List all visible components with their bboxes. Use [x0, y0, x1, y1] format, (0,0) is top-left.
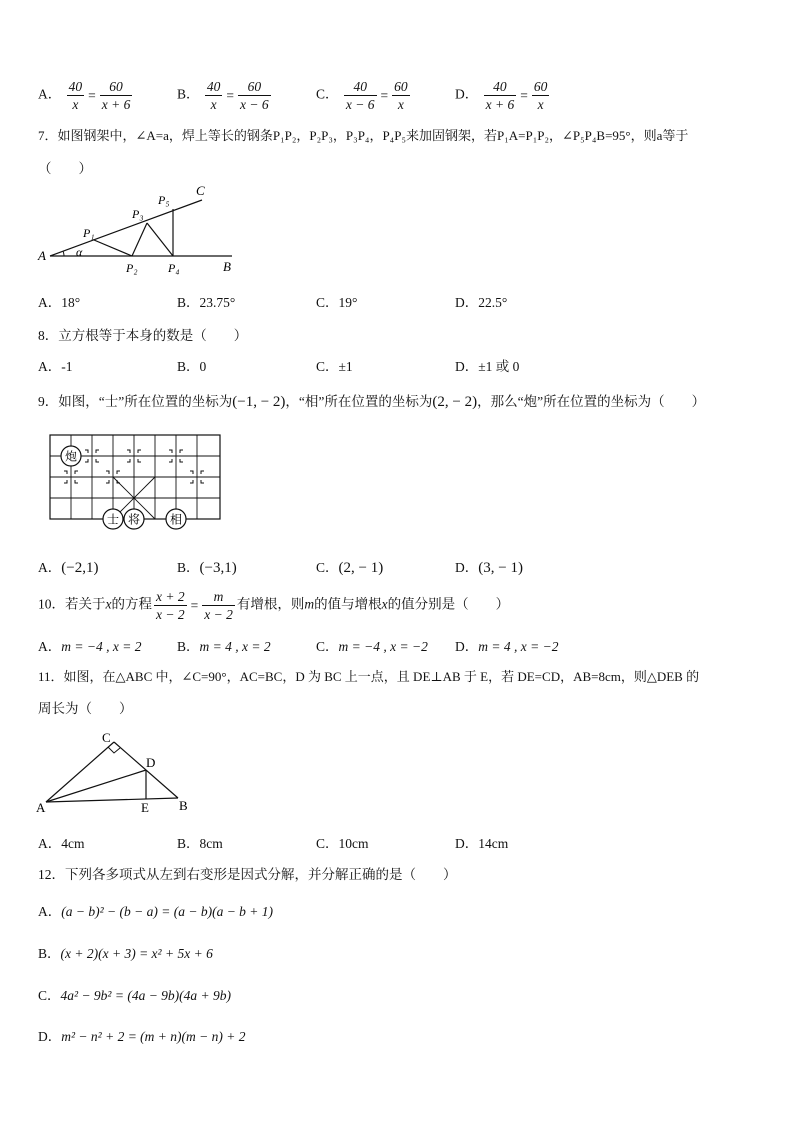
svg-text:士: 士 — [106, 512, 120, 527]
q7-label-p5: P₅ — [158, 193, 170, 207]
q9-option-a[interactable]: A．(−2,1) — [38, 560, 99, 576]
q7-label-p1: P₁ — [83, 226, 95, 240]
q7-bar-p1p2 — [94, 240, 132, 256]
q8-option-c[interactable]: C．±1 — [316, 359, 353, 374]
q7-figure — [30, 178, 260, 278]
q9-coord-shi: (−1, − 2) — [232, 394, 286, 410]
q6-option-b[interactable]: B． $\frac{40}{x}$ = $\frac{60}{x - 6}$ — [177, 79, 269, 112]
q11-segment-ad — [46, 770, 146, 802]
q7-label-p2: P₂ — [126, 261, 138, 275]
q7-label-p4: P₄ — [168, 261, 180, 275]
q10-option-c[interactable]: C．m = −4 , x = −2 — [316, 639, 428, 654]
q7-angle-arc — [63, 251, 64, 256]
q7-label-p3: P₃ — [132, 207, 144, 221]
q12-option-b[interactable]: B．(x + 2)(x + 3) = x² + 5x + 6 — [38, 946, 213, 961]
q7-stem: 7．如图钢架中，∠A=a，焊上等长的钢条P₁P₂，P₂P₃，P₃P₄，P₄P₅来加固钢架，若P₁A=P₁P₂，∠P₅P₄B=95°，则a等于 — [38, 128, 689, 143]
q7-line-ac — [50, 200, 202, 256]
q6-option-a[interactable]: A． $\frac{40}{x}$ = $\frac{60}{x + 6}$ — [38, 79, 131, 112]
q11-option-a[interactable]: A．4cm — [38, 836, 85, 851]
q10-option-a[interactable]: A．m = −4 , x = 2 — [38, 639, 142, 654]
q8-option-b[interactable]: B．0 — [177, 359, 207, 374]
q11-stem-line2: 周长为（ ） — [38, 701, 133, 716]
q12-option-a[interactable]: A．(a − b)² − (b − a) = (a − b)(a − b + 1) — [38, 904, 274, 919]
q9-chessboard — [44, 432, 229, 532]
q6-option-d[interactable]: D． $\frac{40}{x + 6}$ = $\frac{60}{x}$ — [455, 79, 548, 112]
q11-label-d: D — [146, 755, 156, 770]
q7-bar-p3p4 — [147, 223, 173, 256]
q6-option-c[interactable]: C． $\frac{40}{x - 6}$ = $\frac{60}{x}$ — [316, 79, 408, 112]
q7-label-c: C — [196, 183, 205, 198]
q11-side-ab — [46, 798, 178, 802]
q9-coord-xiang: (2, − 2) — [432, 394, 478, 410]
q8-option-d[interactable]: D．±1 或 0 — [455, 359, 520, 374]
q11-option-d[interactable]: D．14cm — [455, 836, 509, 851]
q11-figure — [32, 728, 202, 820]
q11-right-angle-mark — [108, 747, 120, 753]
q9-option-c[interactable]: C．(2, − 1) — [316, 560, 384, 576]
q10-option-d[interactable]: D．m = 4 , x = −2 — [455, 639, 559, 654]
q11-stem-line1: 11．如图，在△ABC 中，∠C=90°，AC=BC，D 为 BC 上一点，且 DE⊥AB 于 E，若 DE=CD，AB=8cm，则△DEB 的 — [38, 669, 700, 684]
q7-label-alpha: α — [76, 245, 83, 259]
q12-stem: 12．下列各多项式从左到右变形是因式分解，并分解正确的是（ ） — [38, 867, 457, 882]
q11-side-ac — [46, 742, 114, 802]
svg-text:炮: 炮 — [64, 449, 78, 464]
q7-bar-p2p3 — [132, 223, 147, 256]
q7-paren: （ ） — [38, 161, 92, 176]
q11-label-e: E — [141, 800, 149, 815]
q8-stem: 8．立方根等于本身的数是（ ） — [38, 328, 248, 343]
q11-option-b[interactable]: B．8cm — [177, 836, 223, 851]
q12-option-c[interactable]: C．4a² − 9b² = (4a − 9b)(4a + 9b) — [38, 988, 232, 1003]
q9-option-d[interactable]: D．(3, − 1) — [455, 560, 523, 576]
q7-option-d[interactable]: D．22.5° — [455, 295, 508, 310]
q10-stem: 10．若关于x的方程 $\frac{x + 2}{x - 2}$ = $\frac{m}{x - 2}$ 有增根，则m的值与增根x的值分别是（ ） — [38, 589, 510, 622]
q11-label-c: C — [102, 730, 111, 745]
q11-option-c[interactable]: C．10cm — [316, 836, 369, 851]
q7-label-b: B — [223, 259, 231, 274]
q11-label-b: B — [179, 798, 188, 813]
q9-option-b[interactable]: B．(−3,1) — [177, 560, 237, 576]
q7-option-a[interactable]: A．18° — [38, 295, 81, 310]
q7-option-c[interactable]: C．19° — [316, 295, 358, 310]
svg-text:相: 相 — [169, 512, 183, 527]
q8-option-a[interactable]: A．-1 — [38, 359, 73, 374]
svg-text:将: 将 — [127, 512, 141, 527]
q12-option-d[interactable]: D．m² − n² + 2 = (m + n)(m − n) + 2 — [38, 1029, 246, 1044]
q7-option-b[interactable]: B．23.75° — [177, 295, 236, 310]
q11-label-a: A — [36, 800, 46, 815]
q10-option-b[interactable]: B．m = 4 , x = 2 — [177, 639, 271, 654]
q7-label-a: A — [38, 248, 46, 263]
q9-stem: 9．如图，“士”所在位置的坐标为(−1, − 2)，“相”所在位置的坐标为(2, − 2)，那么“炮”所在位置的坐标为（ ） — [38, 394, 706, 410]
